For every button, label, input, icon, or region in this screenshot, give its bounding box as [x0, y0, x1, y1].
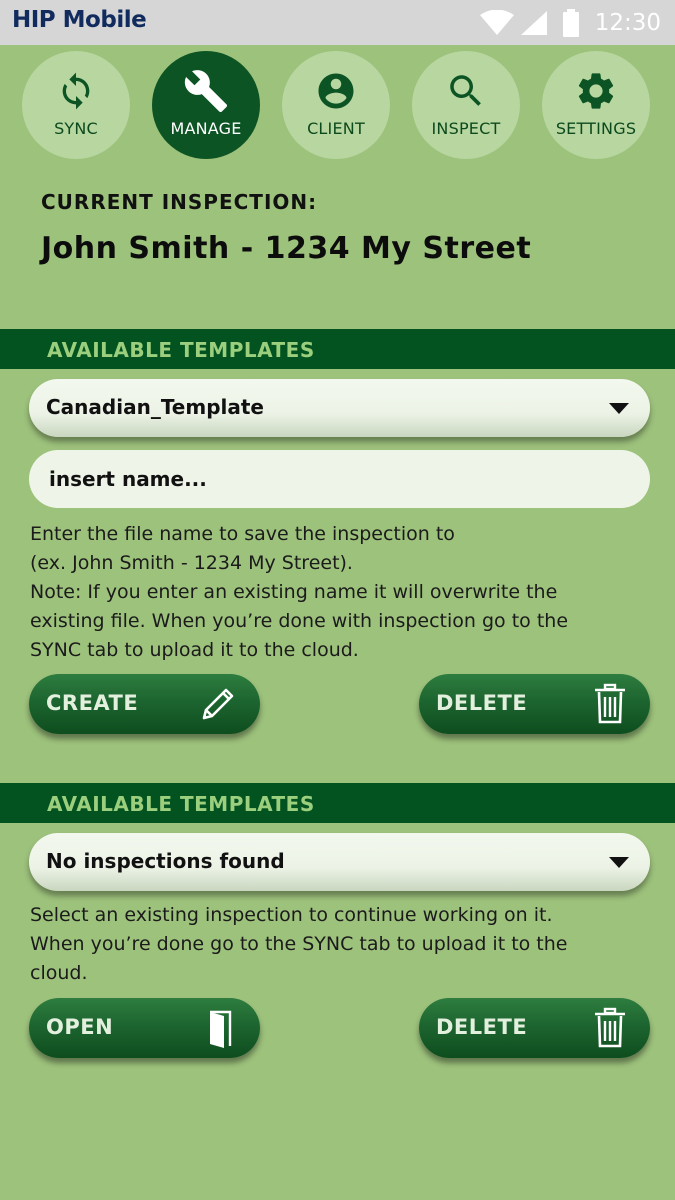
open-button-label: OPEN [46, 1015, 114, 1039]
caret-down-icon [609, 403, 629, 414]
help-line: existing file. When you’re done with inspection go to the [30, 610, 569, 632]
nav-inspect-label: INSPECT [431, 119, 501, 138]
nav-client-button[interactable] [282, 51, 390, 159]
wifi-icon [479, 10, 515, 36]
nav-manage-button[interactable] [152, 51, 260, 159]
search-icon [445, 70, 487, 112]
inspections-section-header [0, 783, 675, 823]
help-line: (ex. John Smith - 1234 My Street). [30, 552, 353, 574]
battery-icon [561, 9, 581, 37]
trash-icon [590, 1006, 630, 1050]
current-inspection-value: John Smith - 1234 My Street [41, 231, 532, 266]
templates-help-text [30, 520, 650, 665]
account-icon [315, 70, 357, 112]
app-title: HIP Mobile [12, 7, 147, 33]
pencil-icon [196, 682, 240, 726]
inspections-section-title: AVAILABLE TEMPLATES [47, 792, 315, 816]
nav-sync-button[interactable] [22, 51, 130, 159]
nav-client-label: CLIENT [307, 119, 365, 138]
caret-down-icon [609, 857, 629, 868]
nav-settings-label: SETTINGS [555, 119, 637, 138]
status-icons [479, 8, 661, 38]
template-dropdown[interactable] [29, 379, 650, 437]
open-button[interactable] [29, 998, 260, 1058]
template-dropdown-value: Canadian_Template [46, 395, 264, 419]
templates-section-title: AVAILABLE TEMPLATES [47, 338, 315, 362]
help-line: Select an existing inspection to continue working on it. [30, 904, 553, 926]
nav-sync-label: SYNC [54, 119, 98, 138]
inspection-dropdown-value: No inspections found [46, 849, 285, 873]
status-bar [0, 0, 675, 45]
help-line: Enter the file name to save the inspection to [30, 523, 455, 545]
help-line: cloud. [30, 962, 88, 984]
templates-section-header [0, 329, 675, 369]
clock: 12:30 [594, 10, 661, 36]
nav-settings-button[interactable] [542, 51, 650, 159]
inspection-name-input[interactable] [29, 450, 650, 508]
create-button-label: CREATE [46, 691, 139, 715]
nav-manage-label: MANAGE [170, 119, 242, 138]
delete-template-button[interactable] [419, 674, 650, 734]
door-icon [200, 1006, 240, 1050]
cell-signal-icon [519, 10, 549, 36]
wrench-icon [183, 68, 229, 114]
inspections-help-text [30, 901, 650, 988]
current-inspection-label: CURRENT INSPECTION: [41, 190, 318, 214]
delete-inspection-button[interactable] [419, 998, 650, 1058]
nav-inspect-button[interactable] [412, 51, 520, 159]
delete-inspection-label: DELETE [436, 1015, 528, 1039]
help-line: When you’re done go to the SYNC tab to upload it to the [30, 933, 568, 955]
top-navigation [0, 51, 675, 159]
inspection-dropdown[interactable] [29, 833, 650, 891]
help-line: Note: If you enter an existing name it will overwrite the [30, 581, 558, 603]
trash-icon [590, 682, 630, 726]
help-line: SYNC tab to upload it to the cloud. [30, 639, 359, 661]
create-button[interactable] [29, 674, 260, 734]
sync-icon [56, 70, 96, 112]
gear-icon [574, 69, 618, 113]
delete-template-label: DELETE [436, 691, 528, 715]
